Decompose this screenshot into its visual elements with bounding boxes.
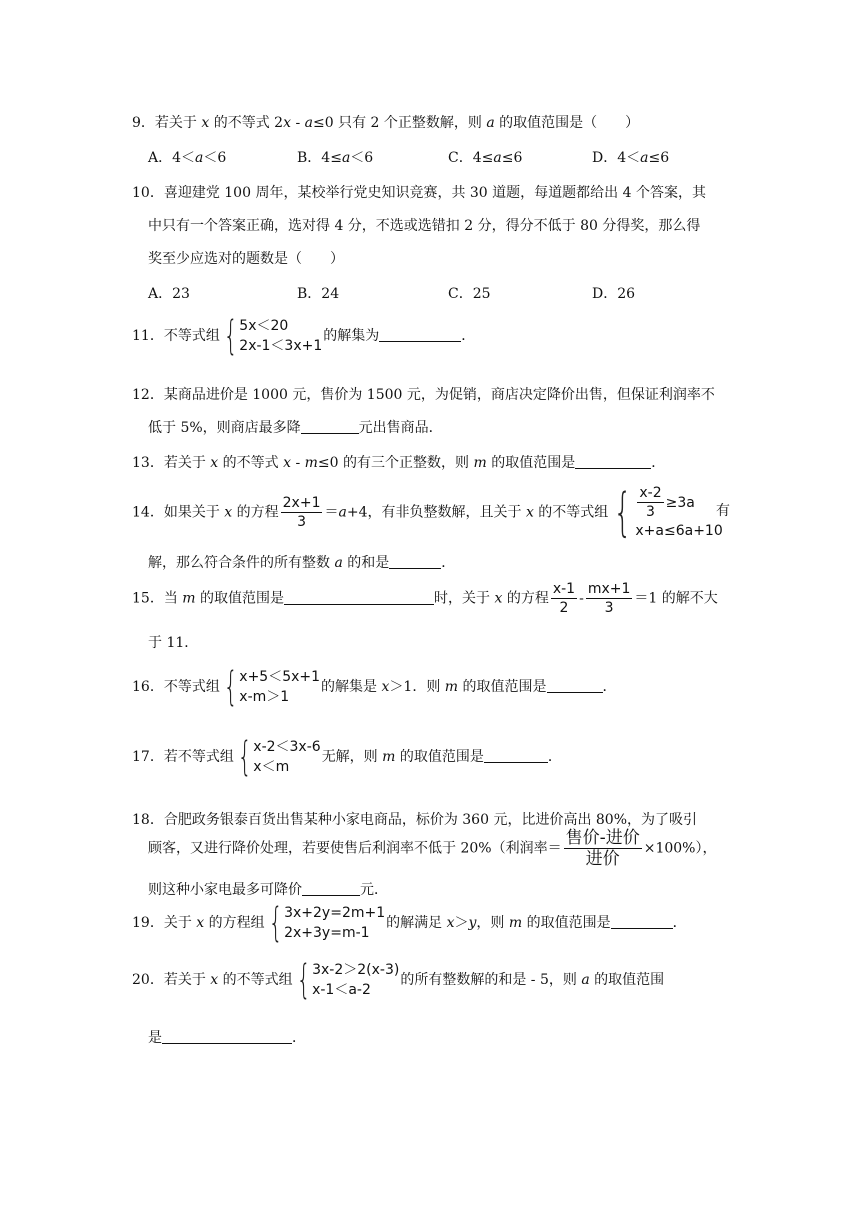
q9-option-d[interactable]: D．4＜a≤6 bbox=[592, 150, 670, 166]
q9-option-a[interactable]: A．4＜a＜6 bbox=[148, 150, 227, 166]
question-20: 20．若关于 x 的不等式组 { 3x-2＞2(x-3) x-1＜a-2 的所有整数解的和是 - 5，则 a 的取值范围 bbox=[132, 957, 665, 1003]
inequality-system: { x+5＜5x+1 x-m＞1 bbox=[223, 664, 321, 710]
question-10-line2: 中只有一个答案正确，选对得 4 分，不选或选错扣 2 分，得分不低于 80 分得奖，那么得 bbox=[148, 218, 701, 234]
question-12-line1: 12．某商品进价是 1000 元，售价为 1500 元，为促销，商店决定降价出售，但保证利润率不 bbox=[132, 387, 715, 403]
answer-blank[interactable] bbox=[379, 327, 461, 342]
question-15: 15．当 m 的取值范围是 时，关于 x 的方程 $\frac{x-1}{2}$ - $\frac{mx+1}{3}$ ＝1 的解不大 bbox=[132, 581, 718, 616]
answer-blank[interactable] bbox=[162, 1029, 292, 1044]
fraction: $\frac{mx+1}{3}$ bbox=[587, 581, 631, 616]
question-18-line2: 顾客，又进行降价处理，若要使售后利润率不低于 20%（利润率＝ $\frac{\text{售价-进价}}{\text{进价}}$ ×100%）， bbox=[148, 828, 717, 869]
answer-blank[interactable] bbox=[301, 419, 359, 434]
inequality-system: { 3x-2＞2(x-3) x-1＜a-2 bbox=[296, 957, 400, 1003]
q10-option-d[interactable]: D．26 bbox=[592, 286, 636, 302]
question-18-line1: 18．合肥政务银泰百货出售某种小家电商品，标价为 360 元，比进价高出 80%，为了吸引 bbox=[132, 812, 698, 828]
question-14-line2: 解，那么符合条件的所有整数 a 的和是 ． bbox=[148, 555, 456, 571]
answer-blank[interactable] bbox=[484, 748, 548, 763]
fraction: $\frac{x-1}{2}$ bbox=[552, 581, 576, 616]
question-17: 17．若不等式组 { x-2＜3x-6 x＜m 无解，则 m 的取值范围是 ． bbox=[132, 734, 562, 780]
question-19: 19．关于 x 的方程组 { 3x+2y=2m+1 2x+3y=m-1 的解满足 x＞y，则 m 的取值范围是 ． bbox=[132, 900, 687, 946]
question-9: 9．若关于 x 的不等式 2x - a≤0 只有 2 个正整数解，则 a 的取值范围是（ ） bbox=[132, 115, 640, 131]
brace-icon: { bbox=[613, 482, 632, 543]
brace-icon: { bbox=[223, 313, 238, 359]
question-14: 14．如果关于 x 的方程 $\frac{2x+1}{3}$ ＝a+4，有非负整数解，且关于 x 的不等式组 { $\frac{x-2}{3}$ ≥3a x+a≤6a+10 bbox=[132, 482, 723, 543]
question-14-tail: 有 bbox=[716, 503, 730, 519]
answer-blank[interactable] bbox=[389, 554, 441, 569]
q10-option-b[interactable]: B．24 bbox=[297, 286, 340, 302]
answer-blank[interactable] bbox=[611, 914, 673, 929]
inequality-system: { x-2＜3x-6 x＜m bbox=[237, 734, 321, 780]
question-15-line2: 于 11． bbox=[148, 635, 199, 651]
answer-blank[interactable] bbox=[284, 590, 434, 605]
inequality-system: { 5x＜20 2x-1＜3x+1 bbox=[223, 313, 323, 359]
fraction: $\frac{2x+1}{3}$ bbox=[282, 495, 321, 530]
equation-system: { 3x+2y=2m+1 2x+3y=m-1 bbox=[268, 900, 386, 946]
question-10-line1: 10．喜迎建党 100 周年，某校举行党史知识竞赛，共 30 道题，每道题都给出 4 个答案，其 bbox=[132, 185, 706, 201]
brace-icon: { bbox=[237, 734, 252, 780]
answer-blank[interactable] bbox=[547, 678, 603, 693]
inequality-system: { $\frac{x-2}{3}$ ≥3a x+a≤6a+10 bbox=[613, 482, 723, 543]
q10-option-c[interactable]: C．25 bbox=[448, 286, 491, 302]
profit-rate-fraction: $\frac{\text{售价-进价}}{\text{进价}}$ bbox=[565, 828, 640, 869]
question-10-line3: 奖至少应选对的题数是（ ） bbox=[148, 251, 344, 267]
question-18-line3: 则这种小家电最多可降价 元． bbox=[148, 882, 388, 898]
answer-blank[interactable] bbox=[575, 454, 651, 469]
q9-option-b[interactable]: B．4≤a＜6 bbox=[297, 150, 374, 166]
brace-icon: { bbox=[223, 664, 238, 710]
q9-option-c[interactable]: C．4≤a≤6 bbox=[448, 150, 523, 166]
question-16: 16．不等式组 { x+5＜5x+1 x-m＞1 的解集是 x＞1．则 m 的取值范围是 ． bbox=[132, 664, 617, 710]
question-11: 11．不等式组 { 5x＜20 2x-1＜3x+1 的解集为 ． bbox=[132, 313, 476, 359]
brace-icon: { bbox=[268, 900, 283, 946]
answer-blank[interactable] bbox=[302, 881, 360, 896]
fraction: $\frac{x-2}{3}$ bbox=[639, 485, 662, 520]
q10-option-a[interactable]: A．23 bbox=[148, 286, 190, 302]
question-12-line2: 低于 5%，则商店最多降 元出售商品． bbox=[148, 420, 443, 436]
question-20-line2: 是 ． bbox=[148, 1030, 306, 1046]
question-13: 13．若关于 x 的不等式 x - m≤0 的有三个正整数，则 m 的取值范围是 ． bbox=[132, 455, 666, 471]
brace-icon: { bbox=[296, 957, 311, 1003]
